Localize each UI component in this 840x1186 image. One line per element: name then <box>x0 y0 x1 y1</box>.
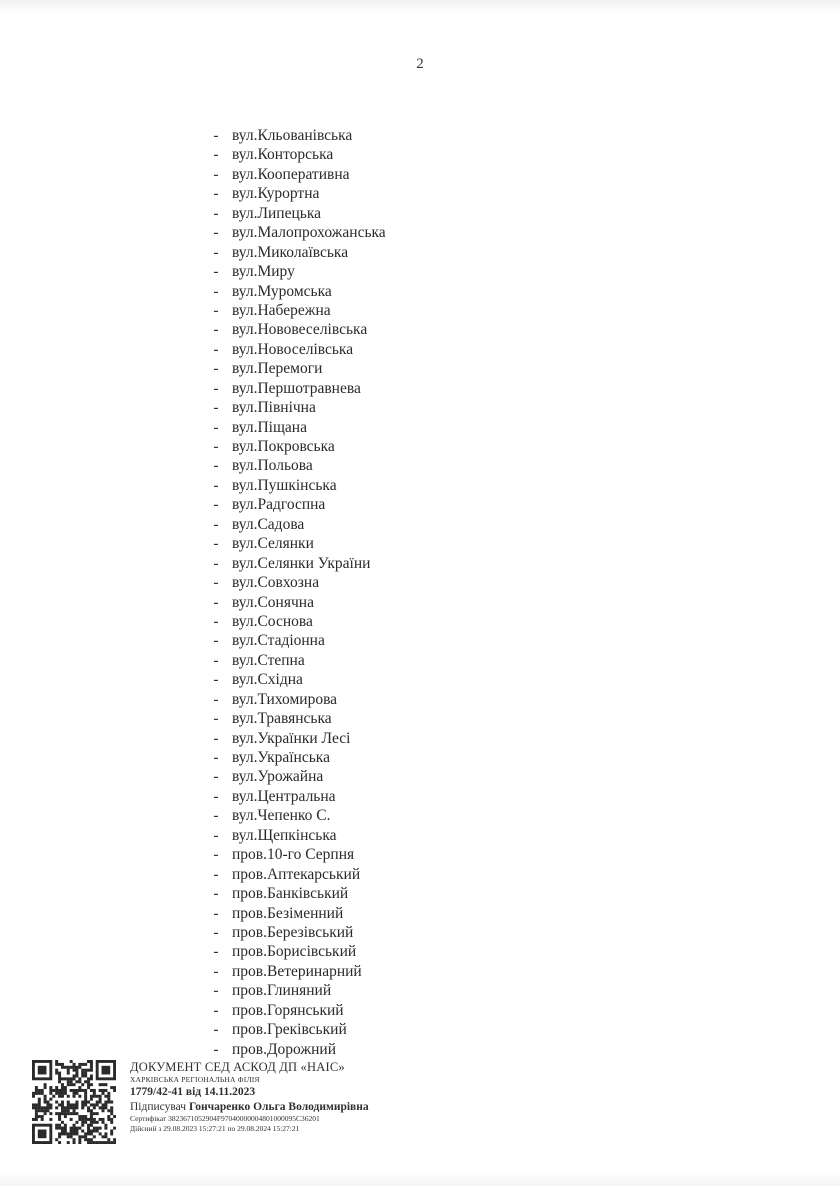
stamp-signer-name: Гончаренко Ольга Володимирівна <box>188 1101 369 1113</box>
street-name: пров.Глиняний <box>232 982 332 1000</box>
list-item <box>200 456 386 475</box>
list-item <box>200 1001 386 1020</box>
street-name: вул.Кльованівська <box>232 127 353 144</box>
list-item <box>200 145 386 164</box>
list-item <box>200 379 386 398</box>
list-marker: - <box>213 846 219 864</box>
street-name: пров.Горянський <box>232 1001 344 1019</box>
list-item <box>200 320 386 339</box>
street-name: вул.Чепенко С. <box>232 807 331 825</box>
list-marker: - <box>213 787 219 805</box>
street-name: вул.Радгоспна <box>232 496 326 514</box>
list-item <box>200 184 386 203</box>
list-marker: - <box>213 321 219 339</box>
stamp-document-number: 1779/42-41 від 14.11.2023 <box>130 1086 256 1098</box>
list-marker: - <box>213 457 219 475</box>
list-item <box>200 787 386 806</box>
list-marker: - <box>213 360 219 378</box>
list-item <box>200 670 386 689</box>
stamp-signer <box>130 1100 369 1114</box>
list-item <box>200 748 386 767</box>
street-name: вул.Перемоги <box>232 360 323 378</box>
page-number: 2 <box>416 56 424 72</box>
list-marker: - <box>213 671 219 689</box>
list-item <box>200 243 386 262</box>
street-name: вул.Степна <box>232 651 305 669</box>
list-marker: - <box>213 1001 219 1019</box>
list-item <box>200 942 386 961</box>
list-item <box>200 962 386 981</box>
list-item <box>200 845 386 864</box>
list-item <box>200 282 386 301</box>
list-marker: - <box>213 651 219 669</box>
street-name: пров.Банківський <box>232 885 349 903</box>
list-item <box>200 709 386 728</box>
street-name: вул.Кооперативна <box>232 165 350 183</box>
list-item <box>200 904 386 923</box>
list-marker: - <box>213 612 219 630</box>
list-marker: - <box>213 496 219 514</box>
street-name: вул.Нововеселівська <box>232 321 368 339</box>
list-marker: - <box>213 826 219 844</box>
list-item <box>200 651 386 670</box>
street-name: пров.Березівський <box>232 923 354 941</box>
list-item <box>200 359 386 378</box>
list-marker: - <box>213 749 219 766</box>
stamp-certificate: Сертифікат 3823671052904F97040000004801000095C36201 <box>130 1114 320 1123</box>
list-marker: - <box>213 301 219 319</box>
list-item <box>200 806 386 825</box>
list-marker: - <box>213 476 219 494</box>
street-name: вул.Набережна <box>232 301 331 319</box>
street-name: вул.Північна <box>232 399 316 417</box>
list-item <box>200 593 386 612</box>
street-name: вул.Центральна <box>232 787 336 805</box>
list-marker: - <box>213 379 219 397</box>
list-marker: - <box>213 340 219 358</box>
street-name: пров.Борисівський <box>232 943 357 961</box>
list-marker: - <box>213 885 219 903</box>
street-name: вул.Польова <box>232 457 313 475</box>
street-name: вул.Курортна <box>232 185 320 203</box>
list-item <box>200 534 386 553</box>
list-marker: - <box>213 1021 219 1039</box>
list-marker: - <box>213 418 219 436</box>
list-item <box>200 262 386 281</box>
list-marker: - <box>213 399 219 417</box>
street-name: вул.Селянки України <box>232 554 371 572</box>
stamp-title: ДОКУМЕНТ СЕД АСКОД ДП «НАІС» <box>130 1060 345 1074</box>
street-name: вул.Сонячна <box>232 593 314 611</box>
street-name: вул.Конторська <box>232 146 334 164</box>
list-marker: - <box>213 204 219 222</box>
street-name: вул.Першотравнева <box>232 379 361 397</box>
list-item <box>200 923 386 942</box>
qr-code <box>32 1060 116 1144</box>
list-marker: - <box>213 243 219 261</box>
list-marker: - <box>213 923 219 941</box>
list-marker: - <box>213 690 219 708</box>
street-name: вул.Миколаївська <box>232 243 349 261</box>
list-marker: - <box>213 224 219 242</box>
list-marker: - <box>213 982 219 1000</box>
list-item <box>200 223 386 242</box>
list-marker: - <box>213 535 219 553</box>
list-item <box>200 437 386 456</box>
list-marker: - <box>213 165 219 183</box>
list-marker: - <box>213 768 219 786</box>
electronic-signature-stamp <box>32 1060 592 1150</box>
street-name: пров.Дорожний <box>232 1040 337 1058</box>
street-name: вул.Селянки <box>232 535 314 553</box>
street-name: пров.Аптекарський <box>232 865 361 883</box>
street-list <box>200 126 386 1059</box>
list-marker: - <box>213 710 219 728</box>
list-marker: - <box>213 865 219 883</box>
list-item <box>200 631 386 650</box>
street-name: вул.Травянська <box>232 710 332 728</box>
street-name: вул.Українська <box>232 749 330 766</box>
street-name: вул.Садова <box>232 515 305 533</box>
list-item <box>200 767 386 786</box>
stamp-validity: Дійсний з 29.08.2023 15:27:21 по 29.08.2024 15:27:21 <box>130 1124 300 1133</box>
stamp-branch: ХАРКІВСЬКА РЕГІОНАЛЬНА ФІЛІЯ <box>130 1075 260 1084</box>
stamp-text-block <box>130 1060 369 1134</box>
list-item <box>200 884 386 903</box>
street-name: вул.Урожайна <box>232 768 324 786</box>
street-name: пров.Греківський <box>232 1021 347 1039</box>
list-item <box>200 398 386 417</box>
list-item <box>200 826 386 845</box>
street-name: вул.Пушкінська <box>232 476 337 494</box>
street-name: вул.Покровська <box>232 438 335 455</box>
list-item <box>200 126 386 145</box>
street-name: вул.Щепкінська <box>232 826 337 844</box>
list-marker: - <box>213 282 219 300</box>
list-marker: - <box>213 593 219 611</box>
list-item <box>200 981 386 1000</box>
list-marker: - <box>213 185 219 203</box>
street-name: вул.Східна <box>232 671 303 689</box>
list-item <box>200 476 386 495</box>
street-name: пров.10-го Серпня <box>232 846 355 864</box>
list-item <box>200 340 386 359</box>
list-item <box>200 418 386 437</box>
list-marker: - <box>213 127 219 144</box>
list-item <box>200 573 386 592</box>
list-item <box>200 515 386 534</box>
list-marker: - <box>213 904 219 922</box>
street-name: вул.Тихомирова <box>232 690 338 708</box>
list-marker: - <box>213 515 219 533</box>
street-name: вул.Липецька <box>232 204 321 222</box>
list-marker: - <box>213 574 219 592</box>
list-item <box>200 204 386 223</box>
street-name: вул.Новоселівська <box>232 340 354 358</box>
street-name: вул.Миру <box>232 263 295 281</box>
street-name: вул.Соснова <box>232 612 313 630</box>
list-marker: - <box>213 263 219 281</box>
street-name: вул.Українки Лесі <box>232 729 351 747</box>
street-name: вул.Малопрохожанська <box>232 224 386 242</box>
list-item <box>200 301 386 320</box>
list-marker: - <box>213 1040 219 1058</box>
street-name: вул.Стадіонна <box>232 632 325 650</box>
list-marker: - <box>213 943 219 961</box>
list-marker: - <box>213 962 219 980</box>
stamp-signer-label: Підписувач <box>130 1101 187 1113</box>
list-item <box>200 690 386 709</box>
list-item <box>200 495 386 514</box>
street-name: пров.Безіменний <box>232 904 344 922</box>
list-marker: - <box>213 632 219 650</box>
list-item <box>200 729 386 748</box>
list-marker: - <box>213 807 219 825</box>
list-item <box>200 165 386 184</box>
list-item <box>200 1040 386 1059</box>
list-item <box>200 1020 386 1039</box>
list-marker: - <box>213 729 219 747</box>
list-marker: - <box>213 438 219 455</box>
list-item <box>200 612 386 631</box>
list-item <box>200 865 386 884</box>
street-name: вул.Совхозна <box>232 574 320 592</box>
street-name: вул.Піщана <box>232 418 307 436</box>
list-marker: - <box>213 554 219 572</box>
list-item <box>200 554 386 573</box>
list-marker: - <box>213 146 219 164</box>
street-name: вул.Муромська <box>232 282 332 300</box>
street-name: пров.Ветеринарний <box>232 962 362 980</box>
